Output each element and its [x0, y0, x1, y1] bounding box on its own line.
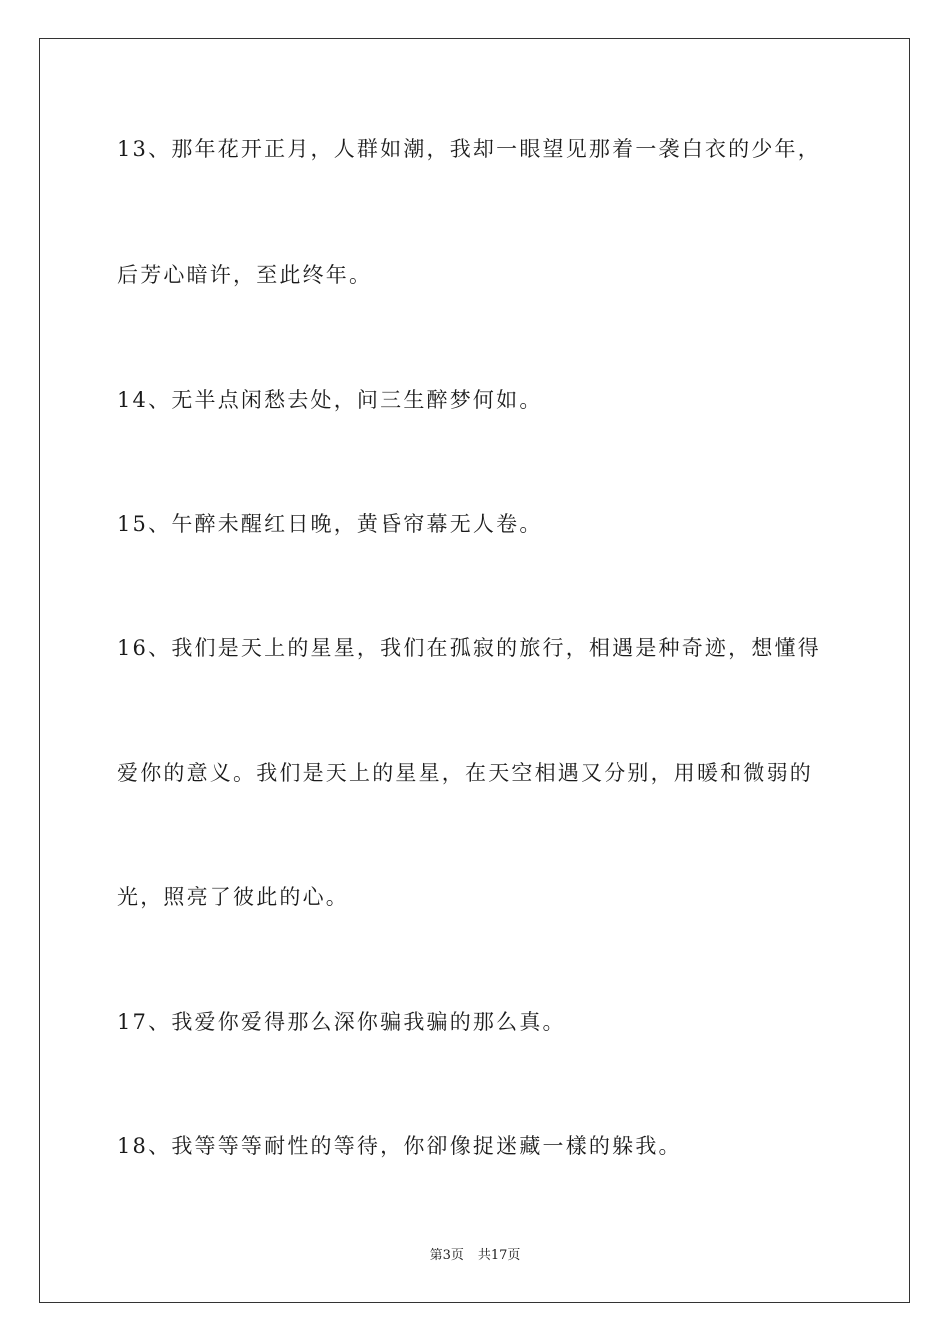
page-number: 第3页 — [429, 1248, 464, 1263]
page-footer — [0, 1248, 950, 1264]
text-line-15: 15、午醉未醒红日晚，黄昏帘幕无人卷。 — [117, 512, 543, 536]
text-line-16-cont-2: 光，照亮了彼此的心。 — [117, 885, 349, 909]
page-border — [39, 38, 910, 1303]
text-line-18: 18、我等等等耐性的等待，你卻像捉迷藏一樣的躲我。 — [117, 1134, 682, 1158]
text-line-13-cont: 后芳心暗许，至此终年。 — [117, 263, 373, 287]
text-line-16: 16、我们是天上的星星，我们在孤寂的旅行，相遇是种奇迹，想懂得 — [117, 636, 821, 660]
text-line-14: 14、无半点闲愁去处，问三生醉梦何如。 — [117, 388, 543, 412]
text-line-16-cont-1: 爱你的意义。我们是天上的星星，在天空相遇又分别，用暖和微弱的 — [117, 761, 813, 785]
text-line-13: 13、那年花开正月，人群如潮，我却一眼望见那着一袭白衣的少年， — [117, 137, 821, 161]
text-line-17: 17、我爱你爱得那么深你骗我骗的那么真。 — [117, 1010, 566, 1034]
page-total: 共17页 — [477, 1248, 521, 1263]
